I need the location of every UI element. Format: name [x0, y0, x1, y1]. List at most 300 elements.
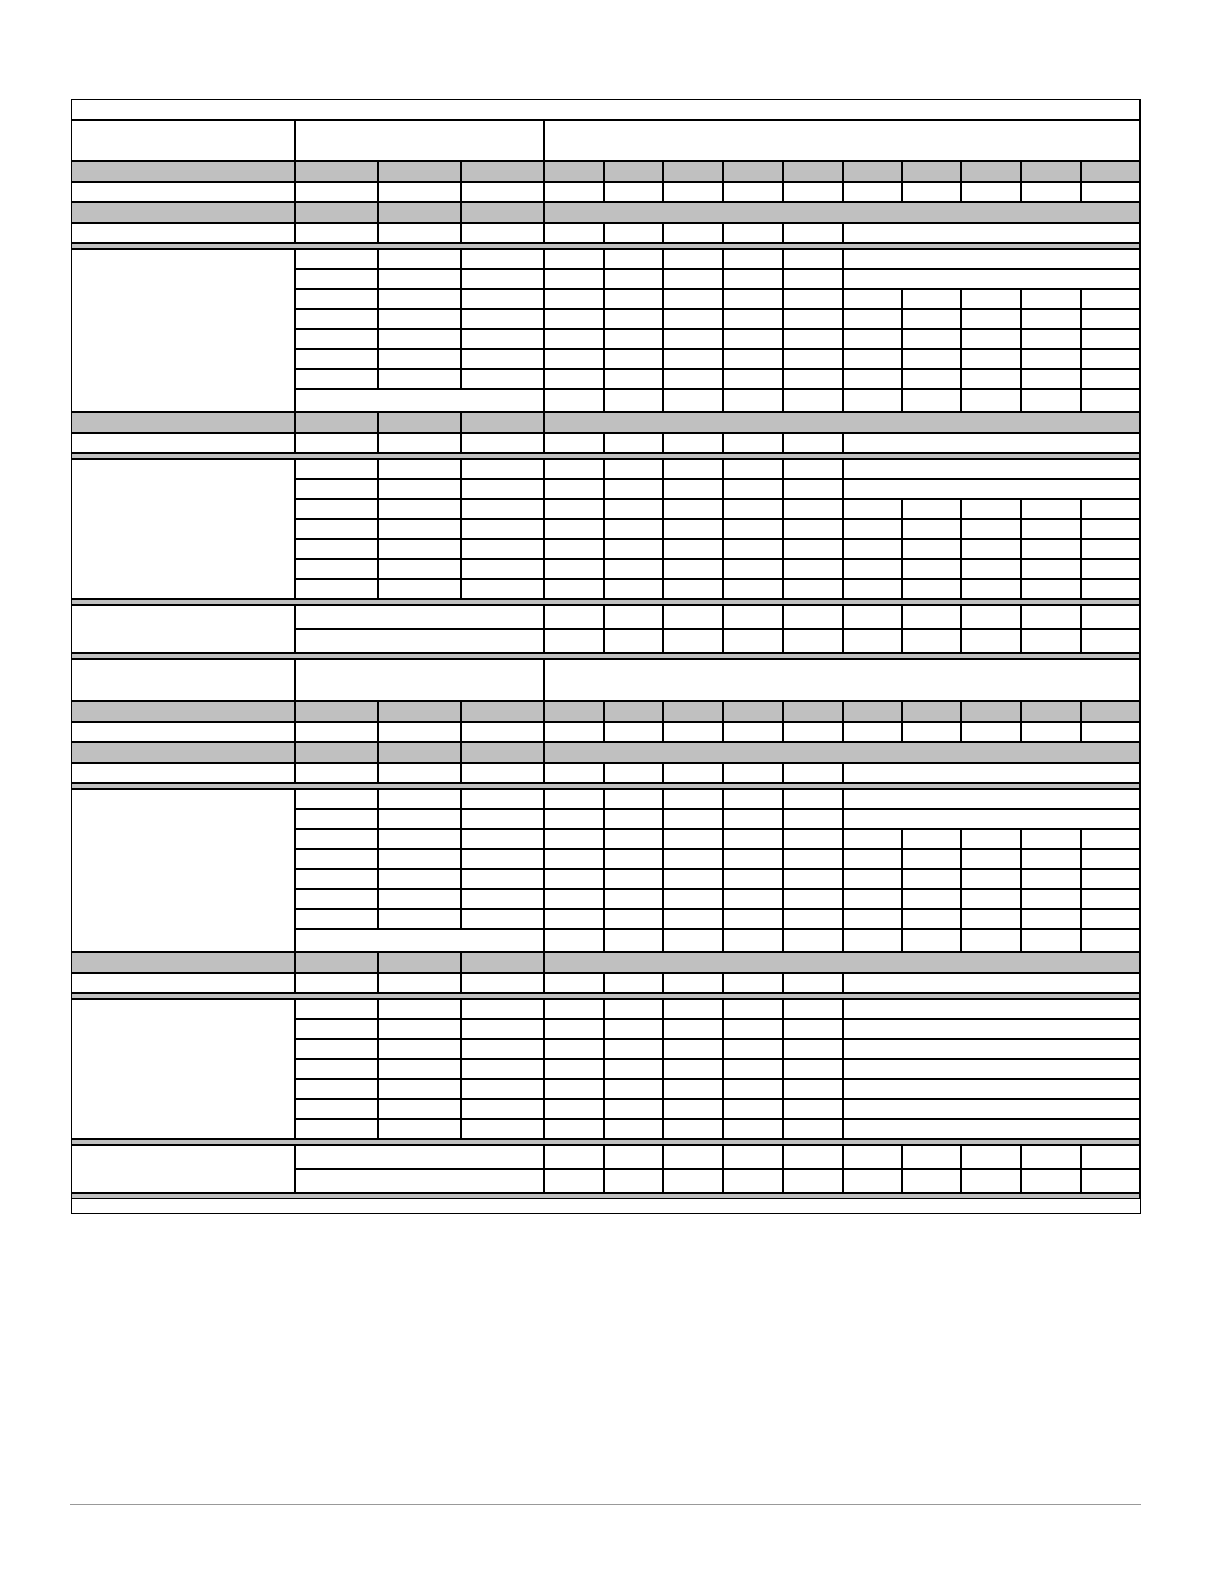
table-cell — [604, 1039, 663, 1059]
table-cell — [1081, 869, 1140, 889]
table-cell — [783, 161, 843, 182]
table-cell — [295, 929, 544, 952]
table-cell — [961, 579, 1021, 599]
table-cell — [783, 559, 843, 579]
table-cell — [461, 349, 544, 369]
table-cell — [902, 559, 961, 579]
table-cell — [843, 1119, 1140, 1139]
table-cell — [544, 809, 604, 829]
table-cell — [723, 722, 783, 742]
table-cell — [378, 1059, 461, 1079]
table-cell — [663, 722, 723, 742]
table-cell — [902, 182, 961, 202]
table-cell — [461, 829, 544, 849]
table-cell — [461, 1059, 544, 1079]
table-cell — [723, 829, 783, 849]
table-cell — [604, 829, 663, 849]
table-cell — [295, 1169, 544, 1193]
table-cell — [783, 349, 843, 369]
table-cell — [843, 519, 902, 539]
table-cell — [604, 1059, 663, 1079]
table-cell — [902, 329, 961, 349]
table-cell — [723, 579, 783, 599]
table-cell — [71, 182, 295, 202]
table-cell — [378, 519, 461, 539]
table-cell — [295, 223, 378, 243]
table-cell — [663, 1119, 723, 1139]
table-cell — [783, 629, 843, 653]
table-cell — [663, 161, 723, 182]
table-cell — [902, 499, 961, 519]
table-cell — [902, 1145, 961, 1169]
table-cell — [378, 1079, 461, 1099]
table-cell — [843, 605, 902, 629]
table-grid — [71, 99, 1141, 1214]
table-cell — [783, 605, 843, 629]
table-cell — [604, 479, 663, 499]
table-cell — [723, 929, 783, 952]
table-cell — [723, 1169, 783, 1193]
row-label-cell — [71, 999, 295, 1139]
table-cell — [295, 579, 378, 599]
table-cell — [783, 999, 843, 1019]
table-cell — [461, 499, 544, 519]
table-cell — [1081, 309, 1140, 329]
table-cell — [378, 249, 461, 269]
table-cell — [378, 829, 461, 849]
table-cell — [604, 763, 663, 783]
table-cell — [544, 722, 604, 742]
table-cell — [783, 249, 843, 269]
table-cell — [961, 849, 1021, 869]
table-cell — [604, 289, 663, 309]
table-cell — [604, 701, 663, 722]
table-cell — [604, 629, 663, 653]
table-cell — [961, 829, 1021, 849]
table-cell — [461, 973, 544, 993]
table-cell — [723, 161, 783, 182]
table-cell — [544, 329, 604, 349]
table-cell — [1021, 539, 1081, 559]
table-cell — [544, 1039, 604, 1059]
table-cell — [663, 1079, 723, 1099]
table-cell — [378, 849, 461, 869]
table-cell — [723, 223, 783, 243]
table-cell — [544, 929, 604, 952]
table-cell — [378, 161, 461, 182]
table-cell — [1021, 929, 1081, 952]
table-cell — [663, 269, 723, 289]
table-cell — [604, 722, 663, 742]
table-cell — [1081, 539, 1140, 559]
table-cell — [604, 909, 663, 929]
table-cell — [783, 579, 843, 599]
table-cell — [723, 519, 783, 539]
table-cell — [843, 559, 902, 579]
table-cell — [961, 309, 1021, 329]
table-cell — [723, 539, 783, 559]
table-cell — [663, 1039, 723, 1059]
table-cell — [663, 829, 723, 849]
table-cell — [71, 973, 295, 993]
table-cell — [461, 579, 544, 599]
table-cell — [461, 909, 544, 929]
table-cell — [295, 952, 378, 973]
table-cell — [843, 433, 1140, 453]
table-cell — [295, 849, 378, 869]
table-cell — [378, 869, 461, 889]
table-cell — [1021, 629, 1081, 653]
table-cell — [544, 999, 604, 1019]
table-cell — [544, 349, 604, 369]
table-cell — [663, 629, 723, 653]
table-cell — [1021, 182, 1081, 202]
table-cell — [544, 1019, 604, 1039]
table-cell — [461, 809, 544, 829]
table-cell — [604, 349, 663, 369]
table-cell — [961, 389, 1021, 412]
table-cell — [663, 519, 723, 539]
table-cell — [604, 1099, 663, 1119]
table-cell — [843, 722, 902, 742]
table-cell — [843, 763, 1140, 783]
table-cell — [663, 605, 723, 629]
table-cell — [723, 1039, 783, 1059]
table-cell — [902, 889, 961, 909]
table-cell — [461, 309, 544, 329]
table-cell — [1021, 869, 1081, 889]
table-cell — [461, 412, 544, 433]
table-cell — [902, 519, 961, 539]
table-cell — [961, 605, 1021, 629]
header-cell — [544, 120, 1140, 161]
table-cell — [843, 369, 902, 389]
table-cell — [723, 479, 783, 499]
table-cell — [663, 349, 723, 369]
table-cell — [295, 559, 378, 579]
header-cell — [71, 120, 295, 161]
table-cell — [461, 1039, 544, 1059]
table-cell — [783, 479, 843, 499]
table-cell — [604, 605, 663, 629]
table-cell — [663, 809, 723, 829]
table-cell — [1021, 1145, 1081, 1169]
table-cell — [843, 869, 902, 889]
table-cell — [902, 929, 961, 952]
table-cell — [378, 789, 461, 809]
table-cell — [544, 1099, 604, 1119]
table-cell — [843, 161, 902, 182]
table-cell — [843, 579, 902, 599]
table-cell — [461, 889, 544, 909]
table-cell — [663, 973, 723, 993]
table-cell — [723, 789, 783, 809]
table-cell — [1021, 889, 1081, 909]
table-cell — [604, 579, 663, 599]
table-cell — [663, 789, 723, 809]
table-cell — [378, 952, 461, 973]
table-cell — [663, 479, 723, 499]
table-cell — [1021, 579, 1081, 599]
table-cell — [1081, 849, 1140, 869]
table-cell — [902, 579, 961, 599]
table-cell — [378, 999, 461, 1019]
table-cell — [295, 182, 378, 202]
table-cell — [295, 499, 378, 519]
table-cell — [544, 499, 604, 519]
table-cell — [961, 349, 1021, 369]
table-cell — [843, 999, 1140, 1019]
table-cell — [71, 223, 295, 243]
table-cell — [544, 223, 604, 243]
table-cell — [544, 412, 1140, 433]
table-cell — [378, 809, 461, 829]
table-cell — [783, 459, 843, 479]
table-cell — [663, 1099, 723, 1119]
table-cell — [544, 309, 604, 329]
table-cell — [295, 249, 378, 269]
table-cell — [295, 829, 378, 849]
table-cell — [843, 809, 1140, 829]
table-cell — [783, 1169, 843, 1193]
table-cell — [604, 161, 663, 182]
table-cell — [378, 1039, 461, 1059]
table-cell — [1021, 605, 1081, 629]
table-cell — [843, 289, 902, 309]
table-cell — [723, 701, 783, 722]
table-cell — [604, 809, 663, 829]
table-cell — [1021, 389, 1081, 412]
table-cell — [295, 809, 378, 829]
table-cell — [783, 1145, 843, 1169]
table-cell — [461, 369, 544, 389]
table-cell — [378, 763, 461, 783]
table-cell — [723, 499, 783, 519]
table-cell — [902, 349, 961, 369]
table-cell — [902, 701, 961, 722]
table-cell — [663, 1059, 723, 1079]
table-cell — [604, 1169, 663, 1193]
table-cell — [723, 1079, 783, 1099]
table-cell — [783, 1059, 843, 1079]
table-cell — [604, 433, 663, 453]
table-cell — [604, 973, 663, 993]
table-cell — [295, 1019, 378, 1039]
table-cell — [378, 412, 461, 433]
table-cell — [461, 999, 544, 1019]
table-cell — [461, 763, 544, 783]
table-cell — [1081, 329, 1140, 349]
table-cell — [461, 559, 544, 579]
table-cell — [783, 389, 843, 412]
table-cell — [604, 999, 663, 1019]
table-cell — [604, 519, 663, 539]
table-cell — [295, 539, 378, 559]
table-cell — [1081, 389, 1140, 412]
table-cell — [723, 459, 783, 479]
table-cell — [544, 952, 1140, 973]
table-cell — [783, 889, 843, 909]
table-cell — [544, 389, 604, 412]
table-cell — [961, 369, 1021, 389]
table-cell — [295, 269, 378, 289]
table-cell — [71, 433, 295, 453]
table-cell — [378, 349, 461, 369]
table-cell — [783, 929, 843, 952]
specification-table — [71, 99, 1141, 1214]
table-cell — [783, 973, 843, 993]
table-cell — [544, 701, 604, 722]
table-cell — [544, 869, 604, 889]
table-cell — [604, 1145, 663, 1169]
table-cell — [783, 289, 843, 309]
table-cell — [663, 1145, 723, 1169]
table-cell — [544, 1169, 604, 1193]
table-cell — [71, 742, 295, 763]
table-cell — [783, 701, 843, 722]
table-cell — [378, 499, 461, 519]
table-cell — [843, 1145, 902, 1169]
table-cell — [1021, 909, 1081, 929]
table-cell — [783, 809, 843, 829]
table-cell — [723, 869, 783, 889]
table-cell — [961, 519, 1021, 539]
table-cell — [723, 289, 783, 309]
table-cell — [461, 433, 544, 453]
table-cell — [843, 1059, 1140, 1079]
table-cell — [378, 459, 461, 479]
table-cell — [461, 329, 544, 349]
table-cell — [843, 389, 902, 412]
header-cell — [295, 120, 544, 161]
table-cell — [723, 973, 783, 993]
table-cell — [544, 1059, 604, 1079]
table-cell — [295, 742, 378, 763]
table-cell — [1081, 929, 1140, 952]
table-cell — [295, 1119, 378, 1139]
table-cell — [961, 289, 1021, 309]
table-cell — [902, 369, 961, 389]
table-cell — [902, 829, 961, 849]
table-cell — [71, 763, 295, 783]
table-cell — [544, 763, 604, 783]
table-cell — [783, 722, 843, 742]
table-cell — [461, 789, 544, 809]
table-cell — [461, 1079, 544, 1099]
table-cell — [663, 909, 723, 929]
table-cell — [295, 433, 378, 453]
table-cell — [723, 889, 783, 909]
table-cell — [295, 1145, 544, 1169]
table-cell — [461, 289, 544, 309]
table-cell — [663, 1169, 723, 1193]
table-cell — [902, 289, 961, 309]
table-cell — [1081, 629, 1140, 653]
table-cell — [544, 289, 604, 309]
table-cell — [783, 499, 843, 519]
table-cell — [378, 223, 461, 243]
table-cell — [71, 701, 295, 722]
table-cell — [663, 701, 723, 722]
table-cell — [604, 889, 663, 909]
table-cell — [544, 519, 604, 539]
table-cell — [604, 559, 663, 579]
table-cell — [663, 579, 723, 599]
table-cell — [961, 909, 1021, 929]
table-cell — [843, 182, 902, 202]
table-cell — [544, 182, 604, 202]
table-cell — [961, 539, 1021, 559]
table-cell — [1081, 559, 1140, 579]
table-cell — [843, 973, 1140, 993]
table-cell — [544, 539, 604, 559]
table-cell — [378, 701, 461, 722]
table-cell — [723, 809, 783, 829]
table-cell — [378, 1019, 461, 1039]
table-cell — [461, 701, 544, 722]
table-cell — [663, 763, 723, 783]
table-cell — [663, 499, 723, 519]
table-cell — [544, 742, 1140, 763]
table-cell — [1021, 499, 1081, 519]
table-cell — [461, 742, 544, 763]
table-cell — [902, 539, 961, 559]
table-cell — [378, 539, 461, 559]
table-cell — [461, 479, 544, 499]
table-cell — [902, 849, 961, 869]
table-cell — [461, 1019, 544, 1039]
table-cell — [902, 309, 961, 329]
table-cell — [461, 1119, 544, 1139]
table-cell — [783, 539, 843, 559]
table-cell — [544, 579, 604, 599]
table-cell — [783, 1119, 843, 1139]
row-label-cell — [71, 605, 295, 653]
table-cell — [663, 249, 723, 269]
caption-row — [71, 99, 1140, 120]
table-cell — [723, 433, 783, 453]
table-cell — [604, 499, 663, 519]
table-cell — [843, 1079, 1140, 1099]
table-cell — [295, 479, 378, 499]
table-cell — [961, 889, 1021, 909]
table-cell — [902, 629, 961, 653]
table-cell — [663, 1019, 723, 1039]
table-cell — [902, 161, 961, 182]
table-cell — [663, 329, 723, 349]
table-cell — [663, 389, 723, 412]
table-cell — [295, 389, 544, 412]
row-label-cell — [71, 459, 295, 599]
table-cell — [783, 789, 843, 809]
table-cell — [843, 499, 902, 519]
table-cell — [961, 1145, 1021, 1169]
table-cell — [544, 369, 604, 389]
table-cell — [544, 202, 1140, 223]
table-cell — [783, 1019, 843, 1039]
table-cell — [961, 701, 1021, 722]
table-cell — [783, 182, 843, 202]
table-cell — [378, 1099, 461, 1119]
table-cell — [461, 519, 544, 539]
table-cell — [378, 889, 461, 909]
table-cell — [663, 539, 723, 559]
table-cell — [604, 1019, 663, 1039]
row-label-cell — [71, 1145, 295, 1193]
table-cell — [544, 1145, 604, 1169]
table-cell — [1081, 519, 1140, 539]
table-cell — [663, 999, 723, 1019]
